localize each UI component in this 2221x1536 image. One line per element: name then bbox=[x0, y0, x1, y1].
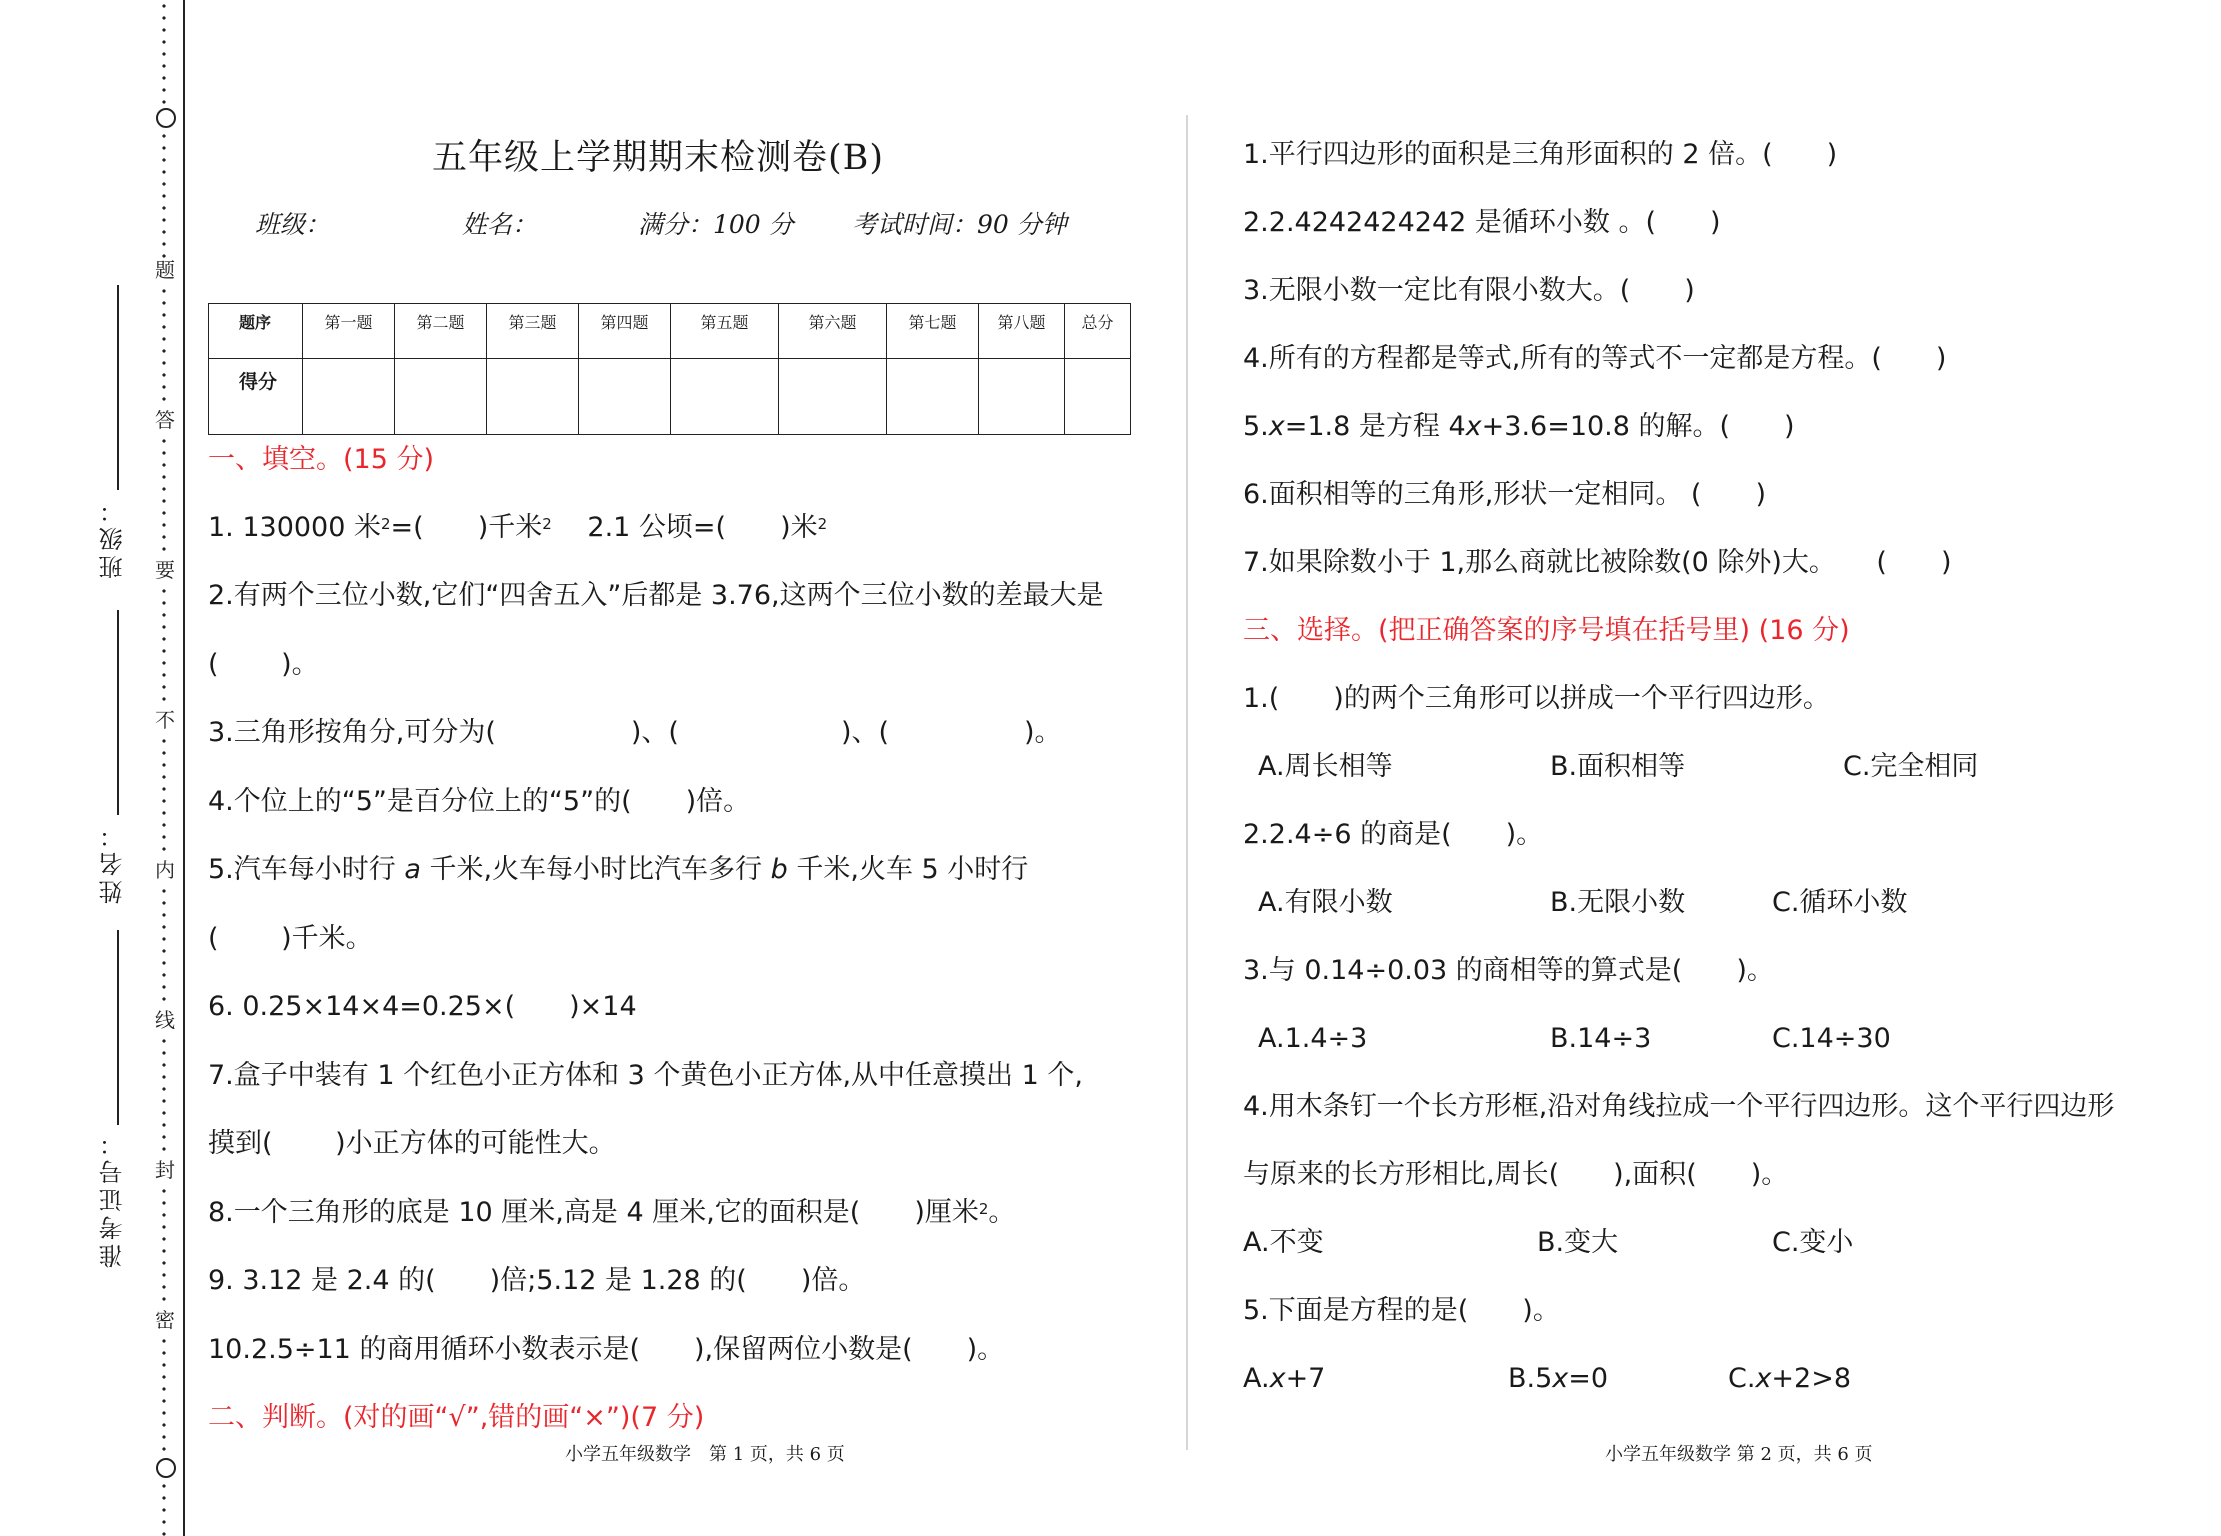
exam-id-label: 准考证号： bbox=[99, 1128, 127, 1268]
full-score: 满分：100 分 bbox=[638, 210, 794, 239]
score-cell[interactable] bbox=[779, 359, 887, 435]
choice-option[interactable]: A.周长相等 bbox=[1258, 751, 1393, 782]
choice-option[interactable]: B.14÷3 bbox=[1550, 1023, 1652, 1054]
question-5-answer: ( )千米。 bbox=[208, 923, 373, 954]
judge-question-7: 7.如果除数小于 1,那么商就比被除数(0 除外)大。 ( ) bbox=[1243, 547, 1952, 578]
choice-option[interactable]: B.5x=0 bbox=[1508, 1363, 1609, 1394]
binding-line bbox=[183, 0, 185, 1536]
choice-option[interactable]: C.x+2>8 bbox=[1728, 1363, 1852, 1394]
section-heading: 三、选择。(把正确答案的序号填在括号里) (16 分) bbox=[1243, 615, 1850, 646]
judge-question-4: 4.所有的方程都是等式,所有的等式不一定都是方程。( ) bbox=[1243, 343, 1947, 374]
table-header: 第八题 bbox=[979, 304, 1065, 359]
circle-mark bbox=[156, 1458, 176, 1478]
question-7-answer: 摸到( )小正方体的可能性大。 bbox=[208, 1128, 616, 1159]
question-4: 4.个位上的“5”是百分位上的“5”的( )倍。 bbox=[208, 786, 751, 817]
question-9: 9. 3.12 是 2.4 的( )倍;5.12 是 1.28 的( )倍。 bbox=[208, 1265, 866, 1296]
choice-option[interactable]: A.有限小数 bbox=[1258, 887, 1393, 918]
table-header: 第二题 bbox=[395, 304, 487, 359]
judge-question-6: 6.面积相等的三角形,形状一定相同。 ( ) bbox=[1243, 479, 1766, 510]
choice-option[interactable]: B.无限小数 bbox=[1550, 887, 1686, 918]
page-divider bbox=[1186, 115, 1188, 1450]
choice-option[interactable]: C.循环小数 bbox=[1772, 887, 1908, 918]
question-3: 3.三角形按角分,可分为( )、( )、( )。 bbox=[208, 717, 1062, 748]
score-cell[interactable] bbox=[487, 359, 579, 435]
choice-option[interactable]: B.变大 bbox=[1537, 1227, 1619, 1258]
page-footer-left: 小学五年级数学 第 1 页，共 6 页 bbox=[565, 1444, 845, 1465]
question-8: 8.一个三角形的底是 10 厘米,高是 4 厘米,它的面积是( )厘米$^2$。 bbox=[208, 1197, 1016, 1228]
table-header: 第一题 bbox=[303, 304, 395, 359]
table-header: 第六题 bbox=[779, 304, 887, 359]
table-header: 第三题 bbox=[487, 304, 579, 359]
seal-char: 线 bbox=[155, 1008, 175, 1032]
choice-option[interactable]: A.1.4÷3 bbox=[1258, 1023, 1368, 1054]
choice-question-1: 1.( )的两个三角形可以拼成一个平行四边形。 bbox=[1243, 683, 1830, 714]
section-heading: 二、判断。(对的画“√”,错的画“×”)(7 分) bbox=[208, 1402, 705, 1433]
choice-option[interactable]: C.变小 bbox=[1772, 1227, 1854, 1258]
seal-char: 不 bbox=[155, 708, 175, 732]
score-cell[interactable] bbox=[579, 359, 671, 435]
judge-question-1: 1.平行四边形的面积是三角形面积的 2 倍。( ) bbox=[1243, 139, 1838, 170]
score-cell[interactable] bbox=[1065, 359, 1131, 435]
question-6: 6. 0.25×14×4=0.25×( )×14 bbox=[208, 991, 637, 1022]
score-cell[interactable] bbox=[395, 359, 487, 435]
class-field-label: 班级： bbox=[255, 210, 331, 239]
choice-option[interactable]: C.14÷30 bbox=[1772, 1023, 1891, 1054]
score-row-label: 得分 bbox=[209, 359, 303, 435]
name-field-label: 姓名： bbox=[462, 210, 538, 239]
table-header: 总分 bbox=[1065, 304, 1131, 359]
table-header: 题序 bbox=[209, 304, 303, 359]
class-label: 班级： bbox=[99, 495, 127, 579]
exam-time: 考试时间：90 分钟 bbox=[852, 210, 1067, 239]
question-2-answer: ( )。 bbox=[208, 649, 319, 680]
seal-line bbox=[150, 0, 180, 1536]
judge-question-5: 5.x=1.8 是方程 4x+3.6=10.8 的解。( ) bbox=[1243, 411, 1795, 442]
choice-question-4: 4.用木条钉一个长方形框,沿对角线拉成一个平行四边形。这个平行四边形 bbox=[1243, 1091, 2115, 1122]
score-cell[interactable] bbox=[979, 359, 1065, 435]
table-header: 第五题 bbox=[671, 304, 779, 359]
choice-option[interactable]: B.面积相等 bbox=[1550, 751, 1686, 782]
name-fill-line[interactable] bbox=[117, 610, 119, 815]
name-label: 姓名： bbox=[99, 820, 127, 904]
score-table bbox=[208, 303, 1131, 435]
seal-char: 要 bbox=[155, 558, 175, 582]
section-heading: 一、填空。(15 分) bbox=[208, 444, 435, 475]
table-header: 第四题 bbox=[579, 304, 671, 359]
choice-option[interactable]: C.完全相同 bbox=[1843, 751, 1979, 782]
choice-question-3: 3.与 0.14÷0.03 的商相等的算式是( )。 bbox=[1243, 955, 1774, 986]
class-fill-line[interactable] bbox=[117, 285, 119, 490]
page-title: 五年级上学期期末检测卷(B) bbox=[432, 138, 885, 178]
question-1: 1. 130000 米$^2$=( )千米$^2$ 2.1 公顷=( )米$^2$ bbox=[208, 512, 828, 543]
question-7: 7.盒子中装有 1 个红色小正方体和 3 个黄色小正方体,从中任意摸出 1 个, bbox=[208, 1060, 1083, 1091]
seal-char: 密 bbox=[155, 1308, 175, 1332]
seal-char: 封 bbox=[155, 1158, 175, 1182]
question-5: 5.汽车每小时行 a 千米,火车每小时比汽车多行 b 千米,火车 5 小时行 bbox=[208, 854, 1029, 885]
page-footer-right: 小学五年级数学 第 2 页，共 6 页 bbox=[1605, 1444, 1873, 1465]
choice-option[interactable]: A.x+7 bbox=[1243, 1363, 1326, 1394]
choice-option[interactable]: A.不变 bbox=[1243, 1227, 1324, 1258]
choice-question-2: 2.2.4÷6 的商是( )。 bbox=[1243, 819, 1544, 850]
seal-char: 内 bbox=[155, 858, 175, 882]
question-2: 2.有两个三位小数,它们“四舍五入”后都是 3.76,这两个三位小数的差最大是 bbox=[208, 580, 1104, 611]
judge-question-3: 3.无限小数一定比有限小数大。( ) bbox=[1243, 275, 1695, 306]
table-header: 第七题 bbox=[887, 304, 979, 359]
question-10: 10.2.5÷11 的商用循环小数表示是( ),保留两位小数是( )。 bbox=[208, 1334, 1005, 1365]
choice-question-4-cont: 与原来的长方形相比,周长( ),面积( )。 bbox=[1243, 1159, 1789, 1190]
judge-question-2: 2.2.4242424242 是循环小数 。( ) bbox=[1243, 207, 1721, 238]
exam-id-fill-line[interactable] bbox=[117, 930, 119, 1125]
circle-mark bbox=[156, 108, 176, 128]
seal-char: 答 bbox=[155, 408, 175, 432]
score-cell[interactable] bbox=[671, 359, 779, 435]
seal-char: 题 bbox=[155, 258, 175, 282]
choice-question-5: 5.下面是方程的是( )。 bbox=[1243, 1295, 1560, 1326]
score-cell[interactable] bbox=[887, 359, 979, 435]
score-cell[interactable] bbox=[303, 359, 395, 435]
